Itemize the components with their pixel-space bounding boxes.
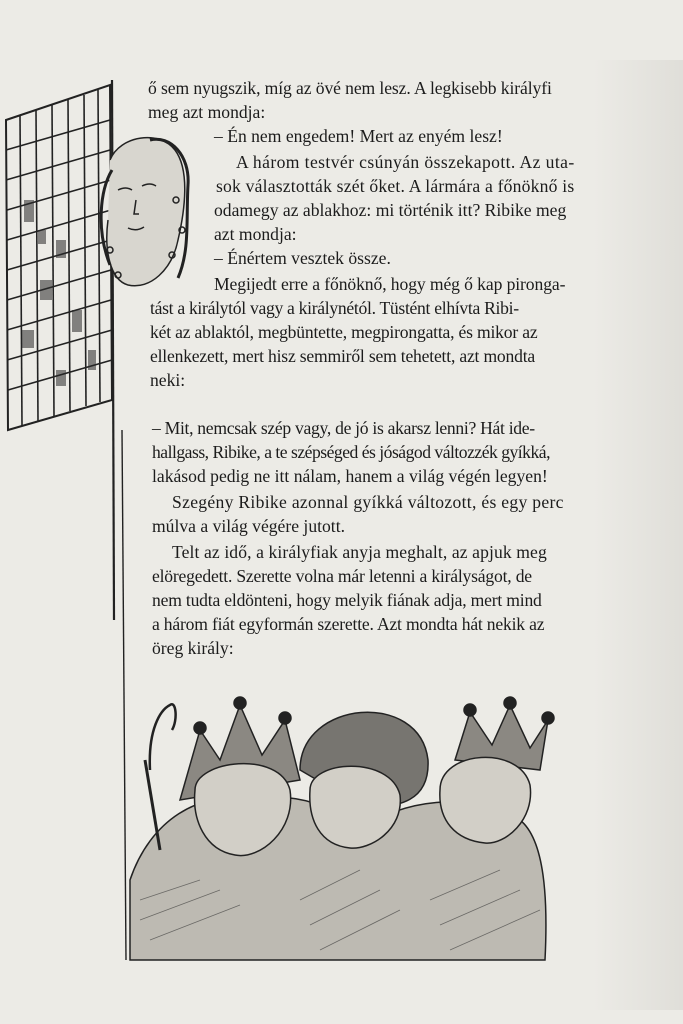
text-line: lakásod pedig ne itt nálam, hanem a világ végén legyen! bbox=[152, 466, 548, 486]
text-line: Megijedt erre a főnöknő, hogy még ő kap pironga- bbox=[214, 274, 566, 294]
text-line: hallgass, Ribike, a te szépséged és jóságod változzék gyíkká, bbox=[152, 442, 550, 462]
text-line: A három testvér csúnyán összekapott. Az uta- bbox=[236, 152, 575, 172]
text-line: a három fiát egyformán szerette. Azt mondta hát nekik az bbox=[152, 614, 545, 634]
text-line: öreg király: bbox=[152, 638, 234, 658]
text-line: ő sem nyugszik, míg az övé nem lesz. A legkisebb királyfi bbox=[148, 78, 552, 98]
text-line: múlva a világ végére jutott. bbox=[152, 516, 345, 536]
text-line: meg azt mondja: bbox=[148, 102, 266, 122]
text-line: – Énértem vesztek össze. bbox=[214, 248, 391, 268]
text-line: elöregedett. Szerette volna már letenni a királyságot, de bbox=[152, 566, 532, 586]
text-line: – Én nem engedem! Mert az enyém lesz! bbox=[214, 126, 503, 146]
text-line: sok választották szét őket. A lármára a főnöknő is bbox=[216, 176, 575, 196]
text-line: Szegény Ribike azonnal gyíkká változott, és egy perc bbox=[172, 492, 564, 512]
text-line: – Mit, nemcsak szép vagy, de jó is akarsz lenni? Hát ide- bbox=[152, 418, 535, 438]
text-line: ellenkezett, mert hisz semmiről sem tehetett, azt mondta bbox=[150, 346, 536, 366]
three-princes-illustration bbox=[130, 697, 554, 960]
text-line: Telt az idő, a királyfiak anyja meghalt, az apjuk meg bbox=[172, 542, 547, 562]
text-line: nem tudta eldönteni, hogy melyik fiának adja, mert mind bbox=[152, 590, 542, 610]
text-line: neki: bbox=[150, 370, 186, 390]
text-line: odamegy az ablakhoz: mi történik itt? Ribike meg bbox=[214, 200, 567, 220]
text-line: azt mondja: bbox=[214, 224, 297, 244]
text-line: tást a királytól vagy a királynétól. Tüstént elhívta Ribi- bbox=[150, 298, 519, 318]
girl-portrait-illustration bbox=[101, 138, 188, 286]
text-line: két az ablaktól, megbüntette, megpirongatta, és mikor az bbox=[150, 322, 538, 342]
